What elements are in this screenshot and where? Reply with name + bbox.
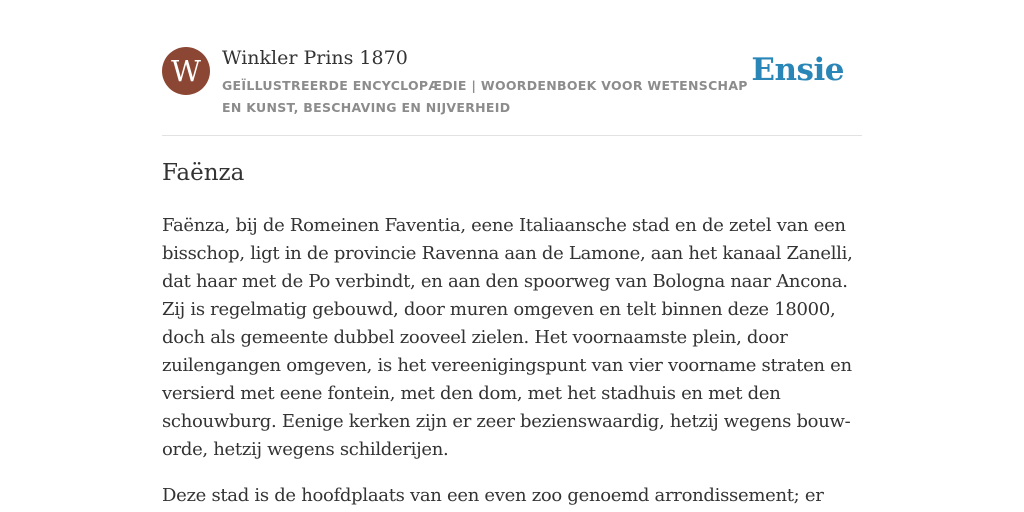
source-subtitle: GEÏLLUSTREERDE ENCYCLOPÆDIE | WOORDENBOEK VOOR WETENSCHAP EN KUNST, BESCHAVING EN NIJVERHEID xyxy=(222,78,748,115)
body-paragraph-2: Deze stad is de hoofdplaats van een even zoo genoemd arrondissement; er xyxy=(162,485,824,506)
ensie-logo-link[interactable]: Ensie xyxy=(751,52,844,88)
source-title[interactable]: Winkler Prins 1870 xyxy=(222,47,408,69)
entry-title: Faënza xyxy=(162,160,245,186)
source-avatar[interactable]: W xyxy=(162,47,210,95)
header-divider xyxy=(162,135,862,136)
entry-body xyxy=(162,212,862,512)
body-paragraph-1: Faënza, bij de Romeinen Faventia, eene Italiaansche stad en de zetel van een bisschop, ligt in de provincie Ravenna aan de Lamone, aan het kanaal Zanelli, dat haar met de Po verbindt, en aan den spoorweg van Bologna naar Ancona. Zij is regelmatig gebouwd, door muren omgeven en telt binnen deze 18000, doch als gemeente dubbel zooveel zielen. Het voornaamste plein, door zuilengangen omgeven, is het vereenigingspunt van vier voorname straten en versierd met eene fontein, met den dom, met het stadhuis en met den schouwburg. Eenige kerken zijn er zeer bezienswaardig, hetzij wegens bouw-orde, hetzij wegens schilderijen. xyxy=(162,215,853,460)
entry-header xyxy=(162,44,862,136)
